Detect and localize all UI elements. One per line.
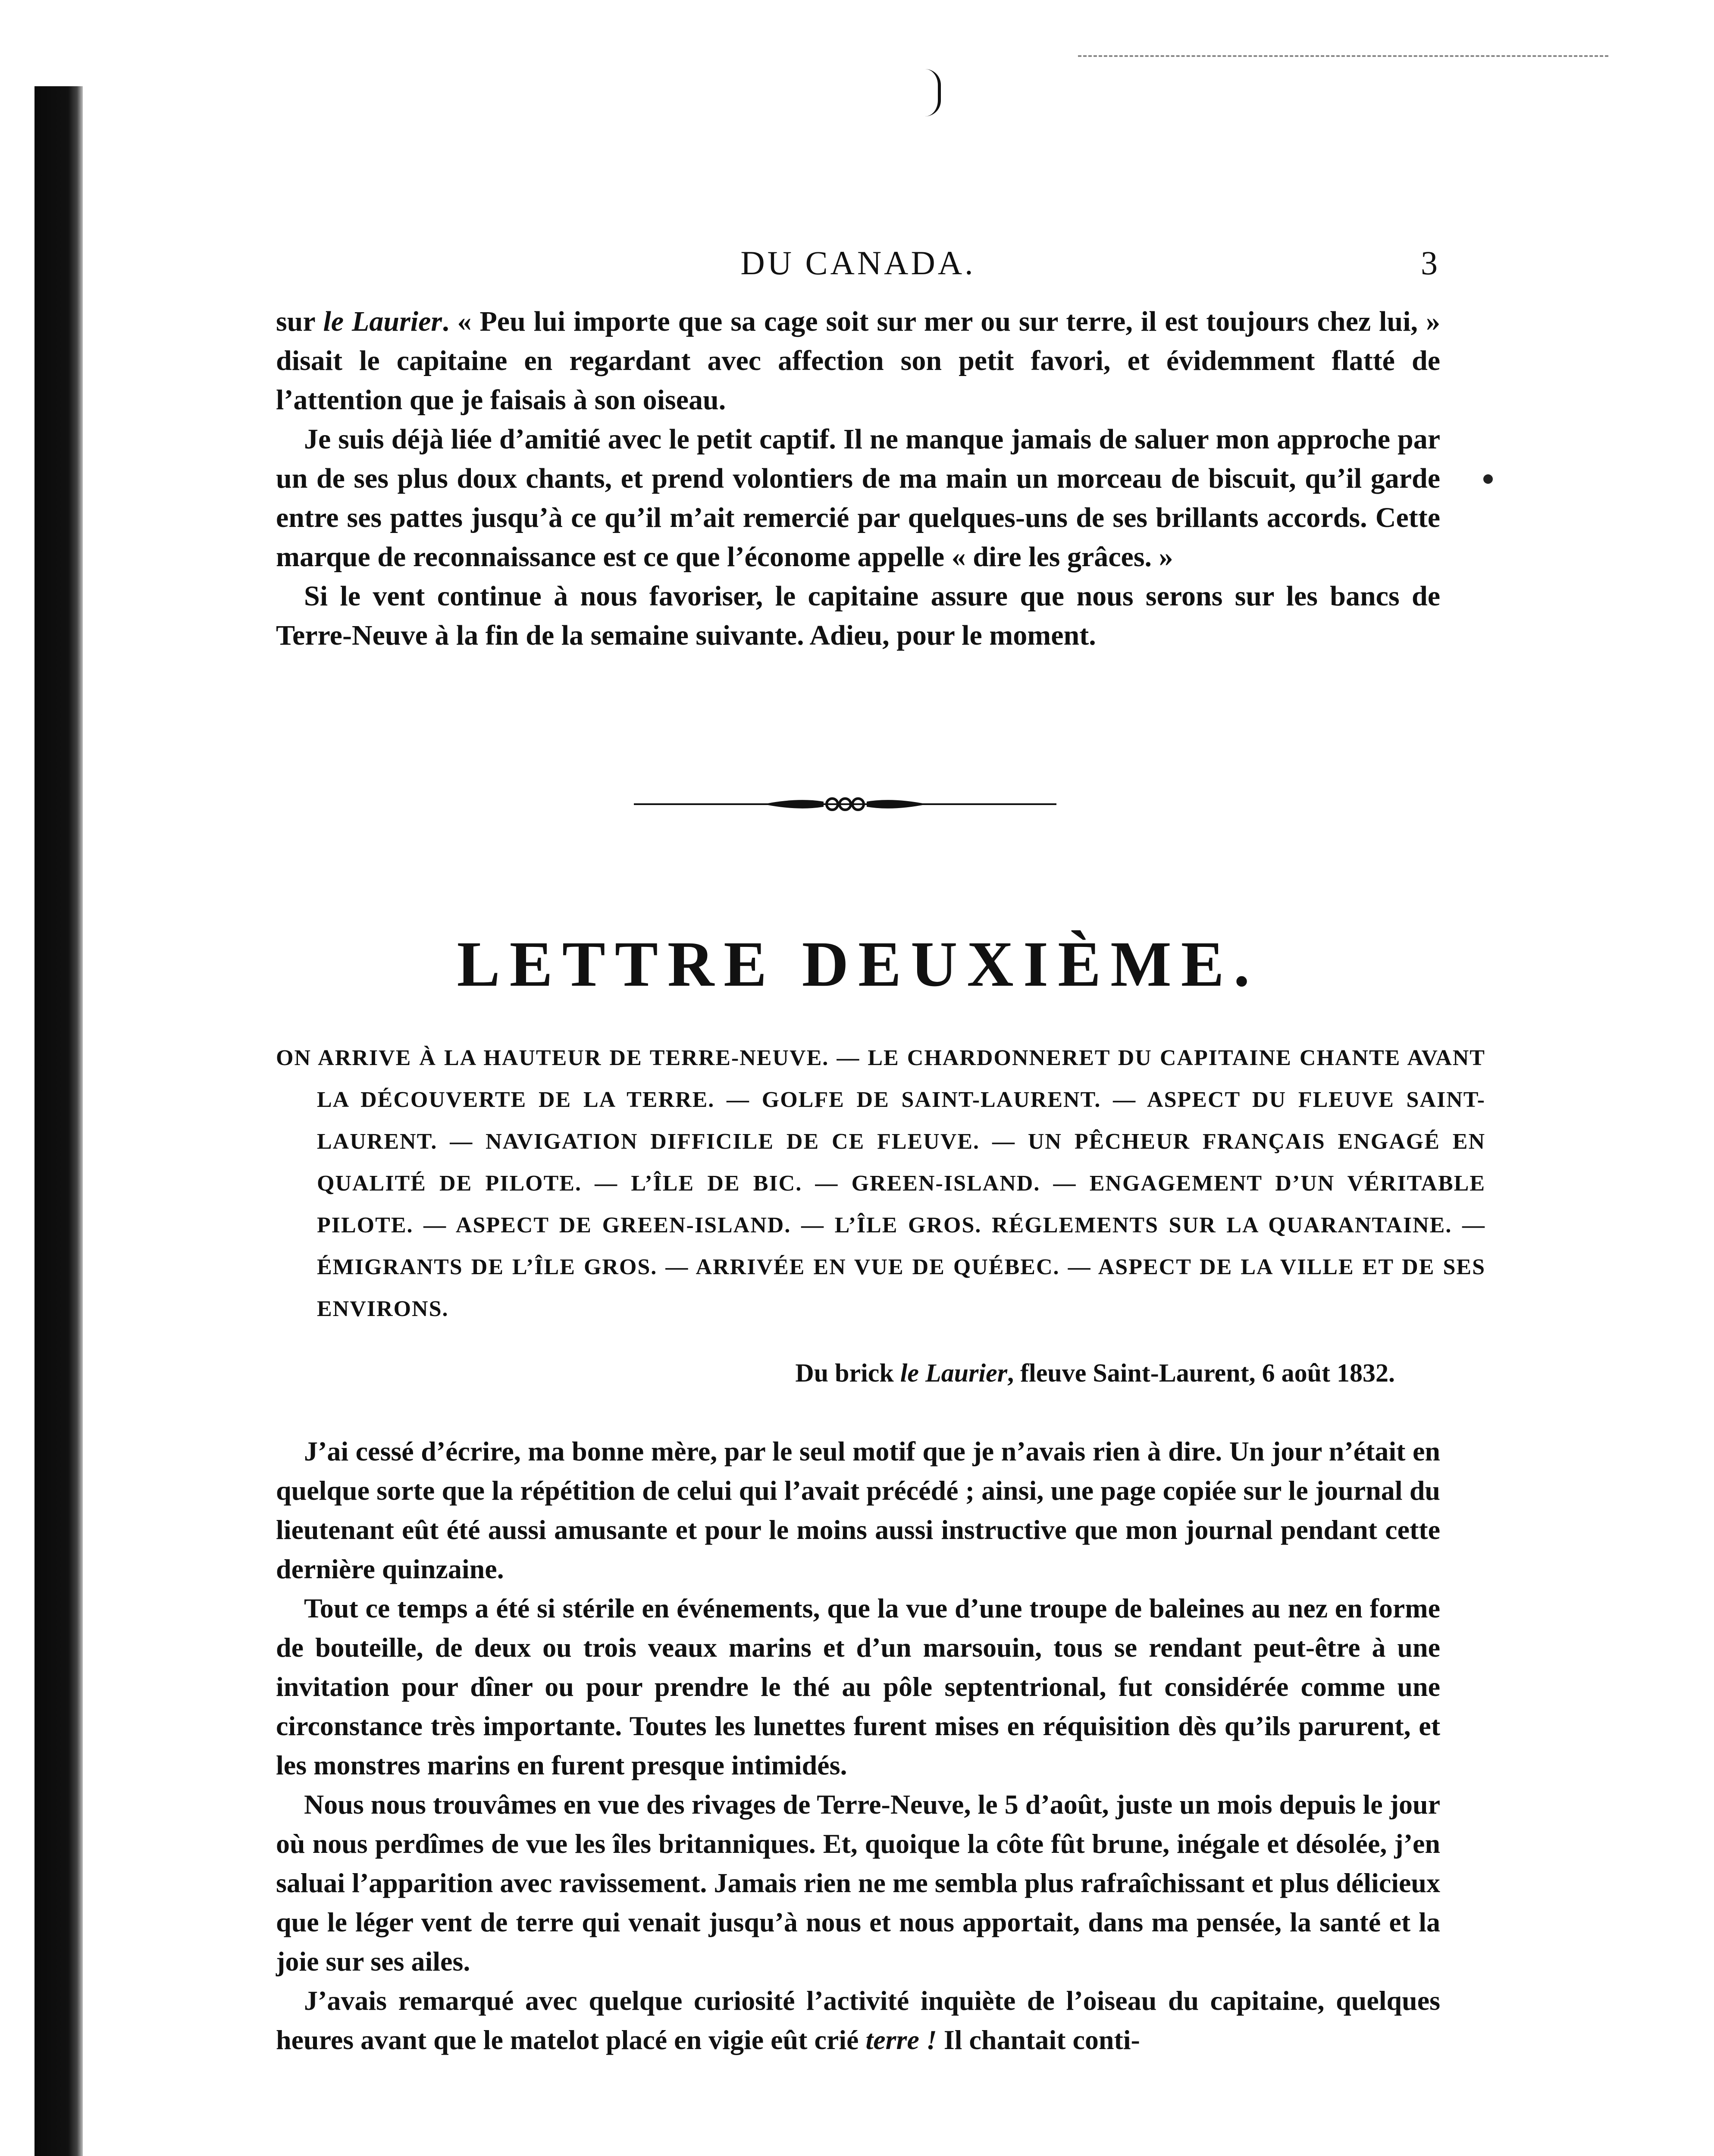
paragraph: J’avais remarqué avec quelque curiosité l’activité inquiète de l’oiseau du capitaine, quelques heures avant que le matelot placé en vigie eût crié terre ! Il chantait conti- [276, 1985, 1440, 2055]
continued-text [276, 302, 1440, 655]
running-title: DU CANADA. [740, 244, 976, 282]
page-number: 3 [1421, 244, 1440, 282]
dateline: Du brick le Laurier, fleuve Saint-Laurent, 6 août 1832. [795, 1359, 1395, 1387]
scan-binding-shadow [34, 86, 83, 2156]
paragraph: Je suis déjà liée d’amitié avec le petit captif. Il ne manque jamais de saluer mon approche par un de ses plus doux chants, et prend volontiers de ma main un morceau de biscuit, qu’il garde entre ses pattes jusqu’à ce qu’il m’ait remercié par quelques-uns de ses brillants accords. Cette marque de reconnaissance est ce que l’économe appelle « dire les grâces. » [276, 423, 1440, 573]
scan-top-rule [1078, 55, 1608, 57]
paragraph: J’ai cessé d’écrire, ma bonne mère, par le seul motif que je n’avais rien à dire. Un jour n’était en quelque sorte que la répétition de celui qui l’avait précédé ; ainsi, une page copiée sur le journal du lieutenant eût été aussi amusante et pour le moins aussi instructive que mon journal pendant cette dernière quinzaine. [276, 1436, 1440, 1584]
letter-body [276, 1432, 1440, 2059]
paragraph: Tout ce temps a été si stérile en événements, que la vue d’une troupe de baleines au nez en forme de bouteille, de deux ou trois veaux marins et d’un marsouin, tous se rendant peut-être à une invitation pour dîner ou pour prendre le thé au pôle septentrional, fut considérée comme une circonstance très importante. Toutes les lunettes furent mises en réquisition dès qu’ils parurent, et les monstres marins en furent presque intimidés. [276, 1593, 1440, 1780]
scan-bracket-mark [925, 69, 941, 116]
chapter-title: LETTRE DEUXIÈME. [457, 928, 1260, 1000]
scan-ink-dot [1483, 474, 1493, 484]
paragraph: sur le Laurier. « Peu lui importe que sa cage soit sur mer ou sur terre, il est toujours chez lui, » disait le capitaine en regardant avec affection son petit favori, et évidemment flatté de l’attention que je faisais à son oiseau. [276, 306, 1441, 416]
running-head [276, 244, 1440, 291]
paragraph: Si le vent continue à nous favoriser, le capitaine assure que nous serons sur les bancs de Terre-Neuve à la fin de la semaine suivante. Adieu, pour le moment. [276, 580, 1440, 651]
section-ornament [634, 791, 1056, 817]
chapter-summary: ON ARRIVE À LA HAUTEUR DE TERRE-NEUVE. — LE CHARDONNERET DU CAPITAINE CHANTE AVANT LA DÉCOUVERTE DE LA TERRE. — GOLFE DE SAINT-LAURENT. — ASPECT DU FLEUVE SAINT-LAURENT. — NAVIGATION DIFFICILE DE CE FLEUVE. — UN PÊCHEUR FRANÇAIS ENGAGÉ EN QUALITÉ DE PILOTE. — L’ÎLE DE BIC. — GREEN-ISLAND. — ENGAGEMENT D’UN VÉRITABLE PILOTE. — ASPECT DE GREEN-ISLAND. — L’ÎLE GROS. RÉGLEMENTS SUR LA QUARANTAINE. — ÉMIGRANTS DE L’ÎLE GROS. — ARRIVÉE EN VUE DE QUÉBEC. — ASPECT DE LA VILLE ET DE SES ENVIRONS. [276, 1046, 1485, 1321]
paragraph: Nous nous trouvâmes en vue des rivages de Terre-Neuve, le 5 d’août, juste un mois depuis le jour où nous perdîmes de vue les îles britanniques. Et, quoique la côte fût brune, inégale et désolée, j’en saluai l’apparition avec ravissement. Jamais rien ne me sembla plus rafraîchissant et plus délicieux que le léger vent de terre qui venait jusqu’à nous et nous apportait, dans ma pensée, la santé et la joie sur ses ailes. [276, 1789, 1440, 1977]
